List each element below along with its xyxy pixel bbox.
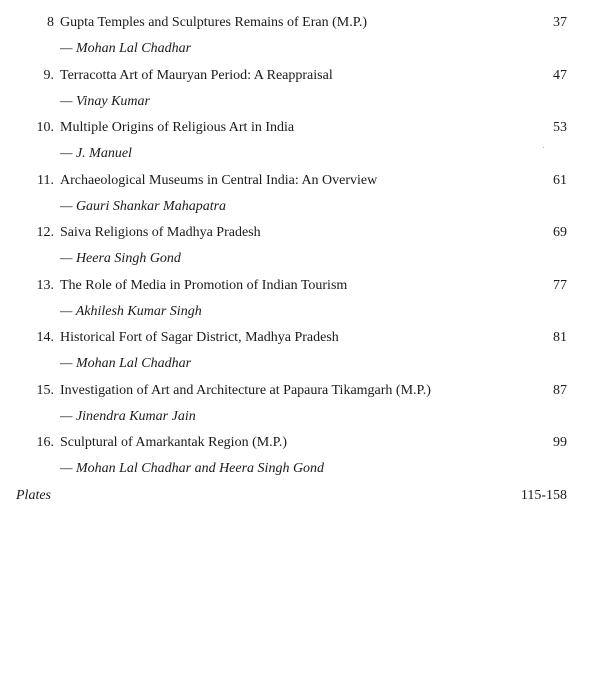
toc-entry-14 [0,327,600,380]
toc-entry-13 [0,275,600,328]
page-number: 61 [553,172,567,188]
chapter-author: — Akhilesh Kumar Singh [60,303,202,319]
chapter-title: Sculptural of Amarkantak Region (M.P.) [60,435,288,450]
page-number: 87 [553,382,567,398]
chapter-number: 13. [36,277,54,293]
page-number: 69 [553,225,567,240]
chapter-number: 14. [36,330,54,345]
table-of-contents [0,12,600,507]
toc-entry-12 [0,222,600,275]
chapter-author: — Jinendra Kumar Jain [60,408,196,424]
toc-entry-11 [0,170,600,223]
chapter-title: Terracotta Art of Mauryan Period: A Reappraisal [60,67,333,83]
page-number: 77 [553,277,567,293]
chapter-number: 11. [37,172,54,188]
chapter-number: 9. [43,67,54,83]
chapter-author: — Mohan Lal Chadhar [60,41,192,56]
toc-entry-8 [0,12,600,65]
chapter-number: 15. [36,382,54,398]
chapter-author: — J. Manuel [60,146,132,161]
toc-entry-10 [0,117,600,170]
chapter-number: 8 [47,15,54,30]
page-number: 99 [553,435,567,450]
page-number: 81 [553,330,567,345]
toc-entry-15 [0,380,600,433]
chapter-title: Gupta Temples and Sculptures Remains of Eran (M.P.) [60,15,368,30]
chapter-author: — Heera Singh Gond [60,251,181,266]
page-number: 47 [553,67,567,83]
chapter-title: Historical Fort of Sagar District, Madhya Pradesh [60,330,339,345]
page-number: 37 [553,15,567,30]
toc-entry-16 [0,432,600,485]
scan-speck [543,147,544,148]
chapter-title: Archaeological Museums in Central India: An Overview [60,172,378,188]
chapter-author: — Mohan Lal Chadhar [60,356,192,371]
chapter-number: 10. [36,120,54,135]
page-number: 53 [553,120,567,135]
chapter-author: — Gauri Shankar Mahapatra [60,198,227,214]
chapter-title: Saiva Religions of Madhya Pradesh [60,225,261,240]
toc-entry-plates [0,485,600,507]
chapter-number: 16. [36,435,54,450]
plates-page-range: 115-158 [520,487,567,503]
chapter-title: The Role of Media in Promotion of Indian Tourism [60,277,348,293]
chapter-title: Multiple Origins of Religious Art in India [60,120,295,135]
plates-label: Plates [16,487,51,503]
toc-entry-9 [0,65,600,118]
chapter-title: Investigation of Art and Architecture at Papaura Tikamgarh (M.P.) [60,382,431,398]
chapter-number: 12. [36,225,54,240]
chapter-author: — Vinay Kumar [60,93,150,109]
chapter-author: — Mohan Lal Chadhar and Heera Singh Gond [60,461,325,476]
